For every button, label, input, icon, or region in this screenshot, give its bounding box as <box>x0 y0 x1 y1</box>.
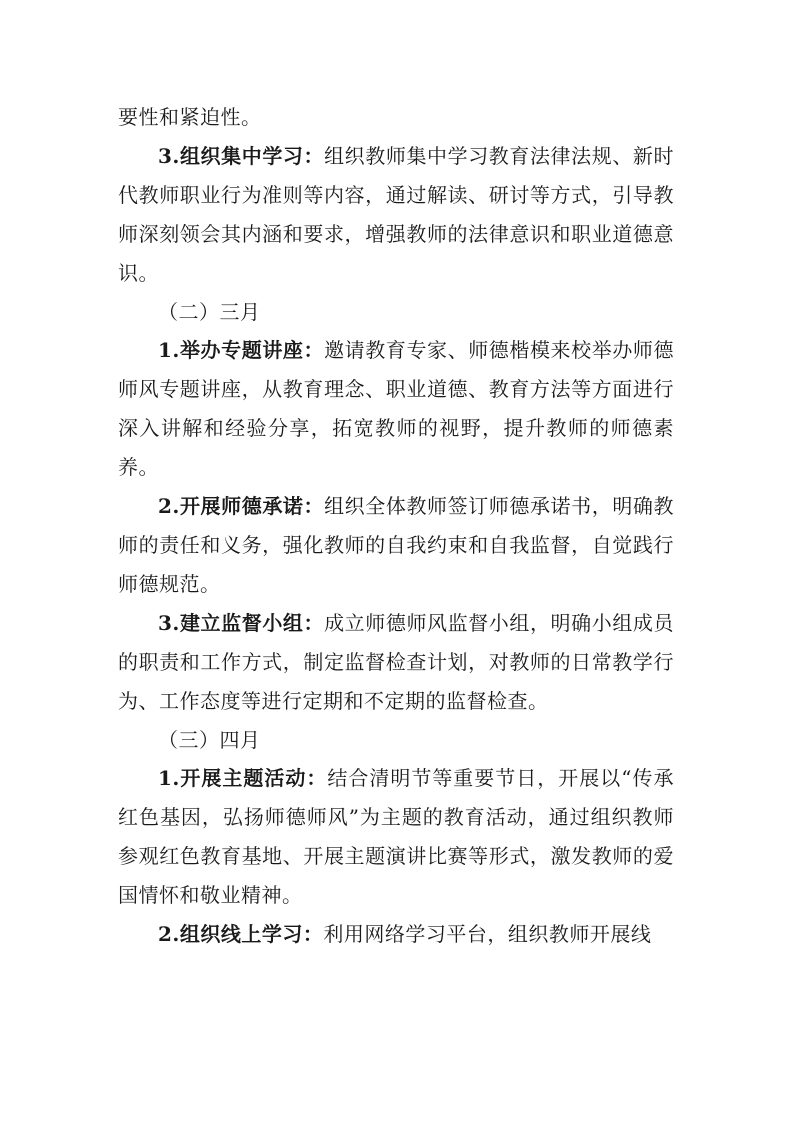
item-text: 组织全体教师签订师德承诺书，明确教师的责任和义务，强化教师的自我约束和自我监督，自觉践行师德规范。 <box>118 494 674 596</box>
item-online-study <box>118 915 674 954</box>
item-lead: 1.开展主题活动： <box>158 766 328 791</box>
item-text: 组织教师集中学习教育法律法规、新时代教师职业行为准则等内容，通过解读、研讨等方式，引导教师深刻领会其内涵和要求，增强教师的法律意识和职业道德意识。 <box>118 143 674 285</box>
continuation-paragraph <box>118 98 674 137</box>
item-lead: 1.举办专题讲座： <box>158 338 325 363</box>
item-theme-activity <box>118 759 674 915</box>
item-text: 结合清明节等重要节日，开展以“传承红色基因，弘扬师德师风”为主题的教育活动，通过组织教师参观红色教育基地、开展主题演讲比赛等形式，激发教师的爱国情怀和敬业精神。 <box>118 766 674 908</box>
item-text: 成立师德师风监督小组，明确小组成员的职责和工作方式，制定监督检查计划，对教师的日常教学行为、工作态度等进行定期和不定期的监督检查。 <box>118 610 674 713</box>
item-lead: 2.组织线上学习： <box>158 922 324 947</box>
item-study-collective <box>118 137 674 293</box>
heading-text: （三）四月 <box>158 727 261 752</box>
item-text: 邀请教育专家、师德楷模来校举办师德师风专题讲座，从教育理念、职业道德、教育方法等方面进行深入讲解和经验分享，拓宽教师的视野，提升教师的师德素养。 <box>118 338 674 480</box>
item-supervision-group <box>118 604 674 721</box>
section-heading-march <box>118 293 674 332</box>
item-lead: 2.开展师德承诺： <box>158 494 325 519</box>
heading-text: （二）三月 <box>158 299 261 324</box>
item-text: 利用网络学习平台，组织教师开展线 <box>323 922 652 947</box>
item-pledge <box>118 487 674 604</box>
item-lecture <box>118 331 674 487</box>
item-lead: 3.组织集中学习： <box>158 143 325 168</box>
section-heading-april <box>118 721 674 760</box>
paragraph-text: 要性和紧迫性。 <box>118 105 262 129</box>
document-body <box>118 98 674 954</box>
item-lead: 3.建立监督小组： <box>158 610 325 635</box>
